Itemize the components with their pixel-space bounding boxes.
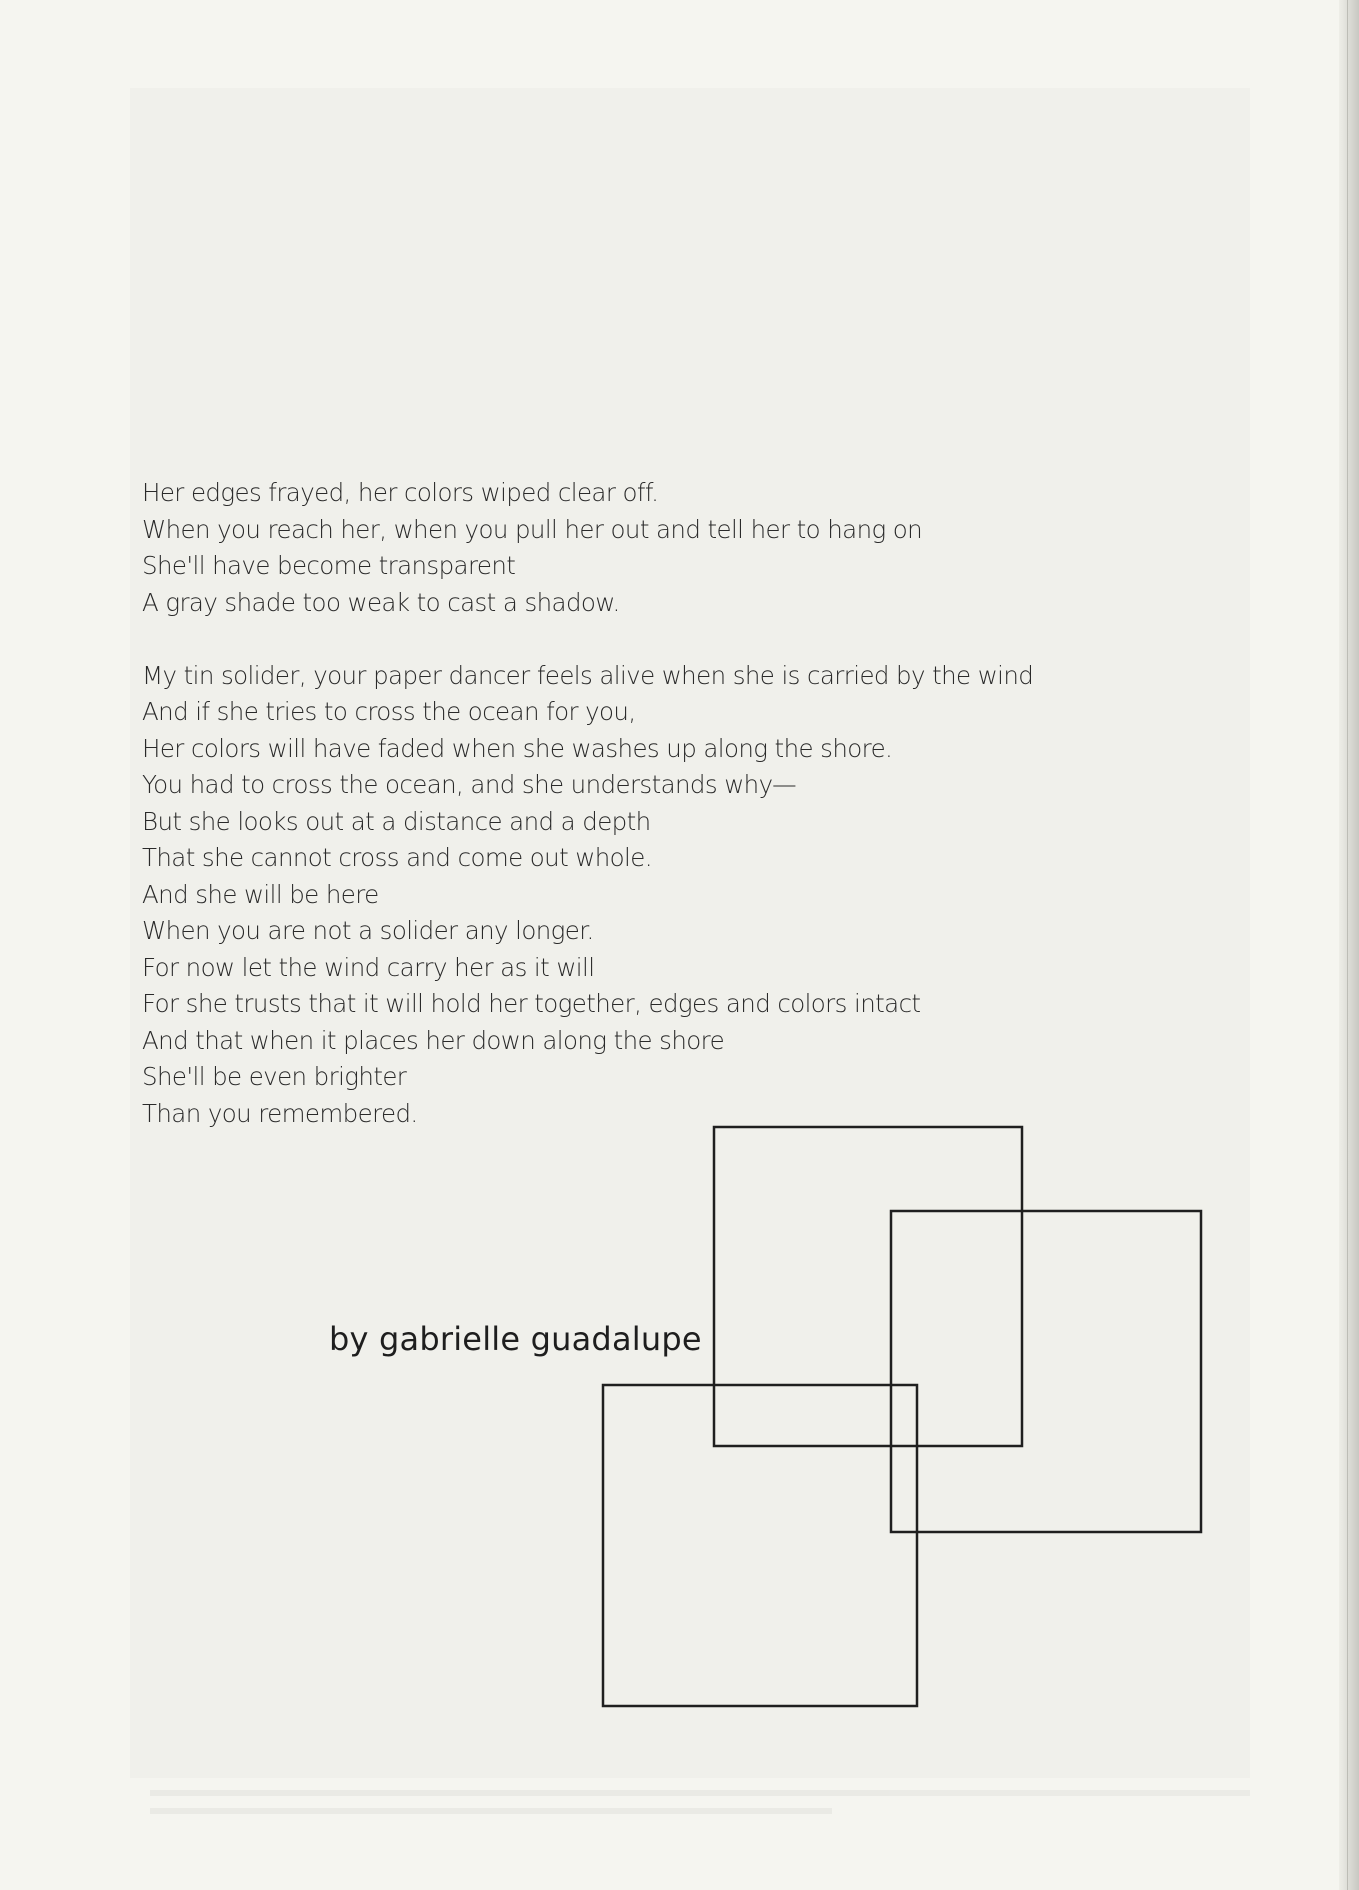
poem-line: That she cannot cross and come out whole.: [142, 843, 652, 872]
square-outline-bottom: [603, 1385, 917, 1706]
poem-line: For now let the wind carry her as it will: [142, 952, 595, 982]
poem-line: You had to cross the ocean, and she understands why—: [142, 770, 796, 799]
poem-line: My tin solider, your paper dancer feels alive when she is carried by the wind: [142, 660, 1034, 690]
poem-line: When you reach her, when you pull her out and tell her to hang on: [142, 514, 923, 544]
poem-line: And if she tries to cross the ocean for you,: [142, 697, 636, 726]
poem-line: A gray shade too weak to cast a shadow.: [142, 587, 620, 617]
poem-line: And that when it places her down along the shore: [142, 1025, 725, 1055]
show-through-footer-text: [150, 1790, 1250, 1830]
poem-line: When you are not a solider any longer.: [142, 916, 594, 945]
poem-line: Her colors will have faded when she washes up along the shore.: [142, 733, 893, 763]
poem-line: And she will be here: [142, 879, 379, 909]
poem-line: For she trusts that it will hold her together, edges and colors intact: [142, 989, 921, 1018]
poem-line: Her edges frayed, her colors wiped clear off.: [142, 478, 659, 507]
square-outline-right: [891, 1211, 1201, 1532]
author-byline: by gabrielle guadalupe: [329, 1320, 702, 1358]
square-outline-top: [714, 1127, 1022, 1446]
poem-line: Than you remembered.: [142, 1098, 418, 1128]
poem-line: She'll be even brighter: [142, 1062, 407, 1091]
poem-line: But she looks out at a distance and a depth: [142, 806, 651, 836]
poem-line: She'll have become transparent: [142, 551, 516, 580]
